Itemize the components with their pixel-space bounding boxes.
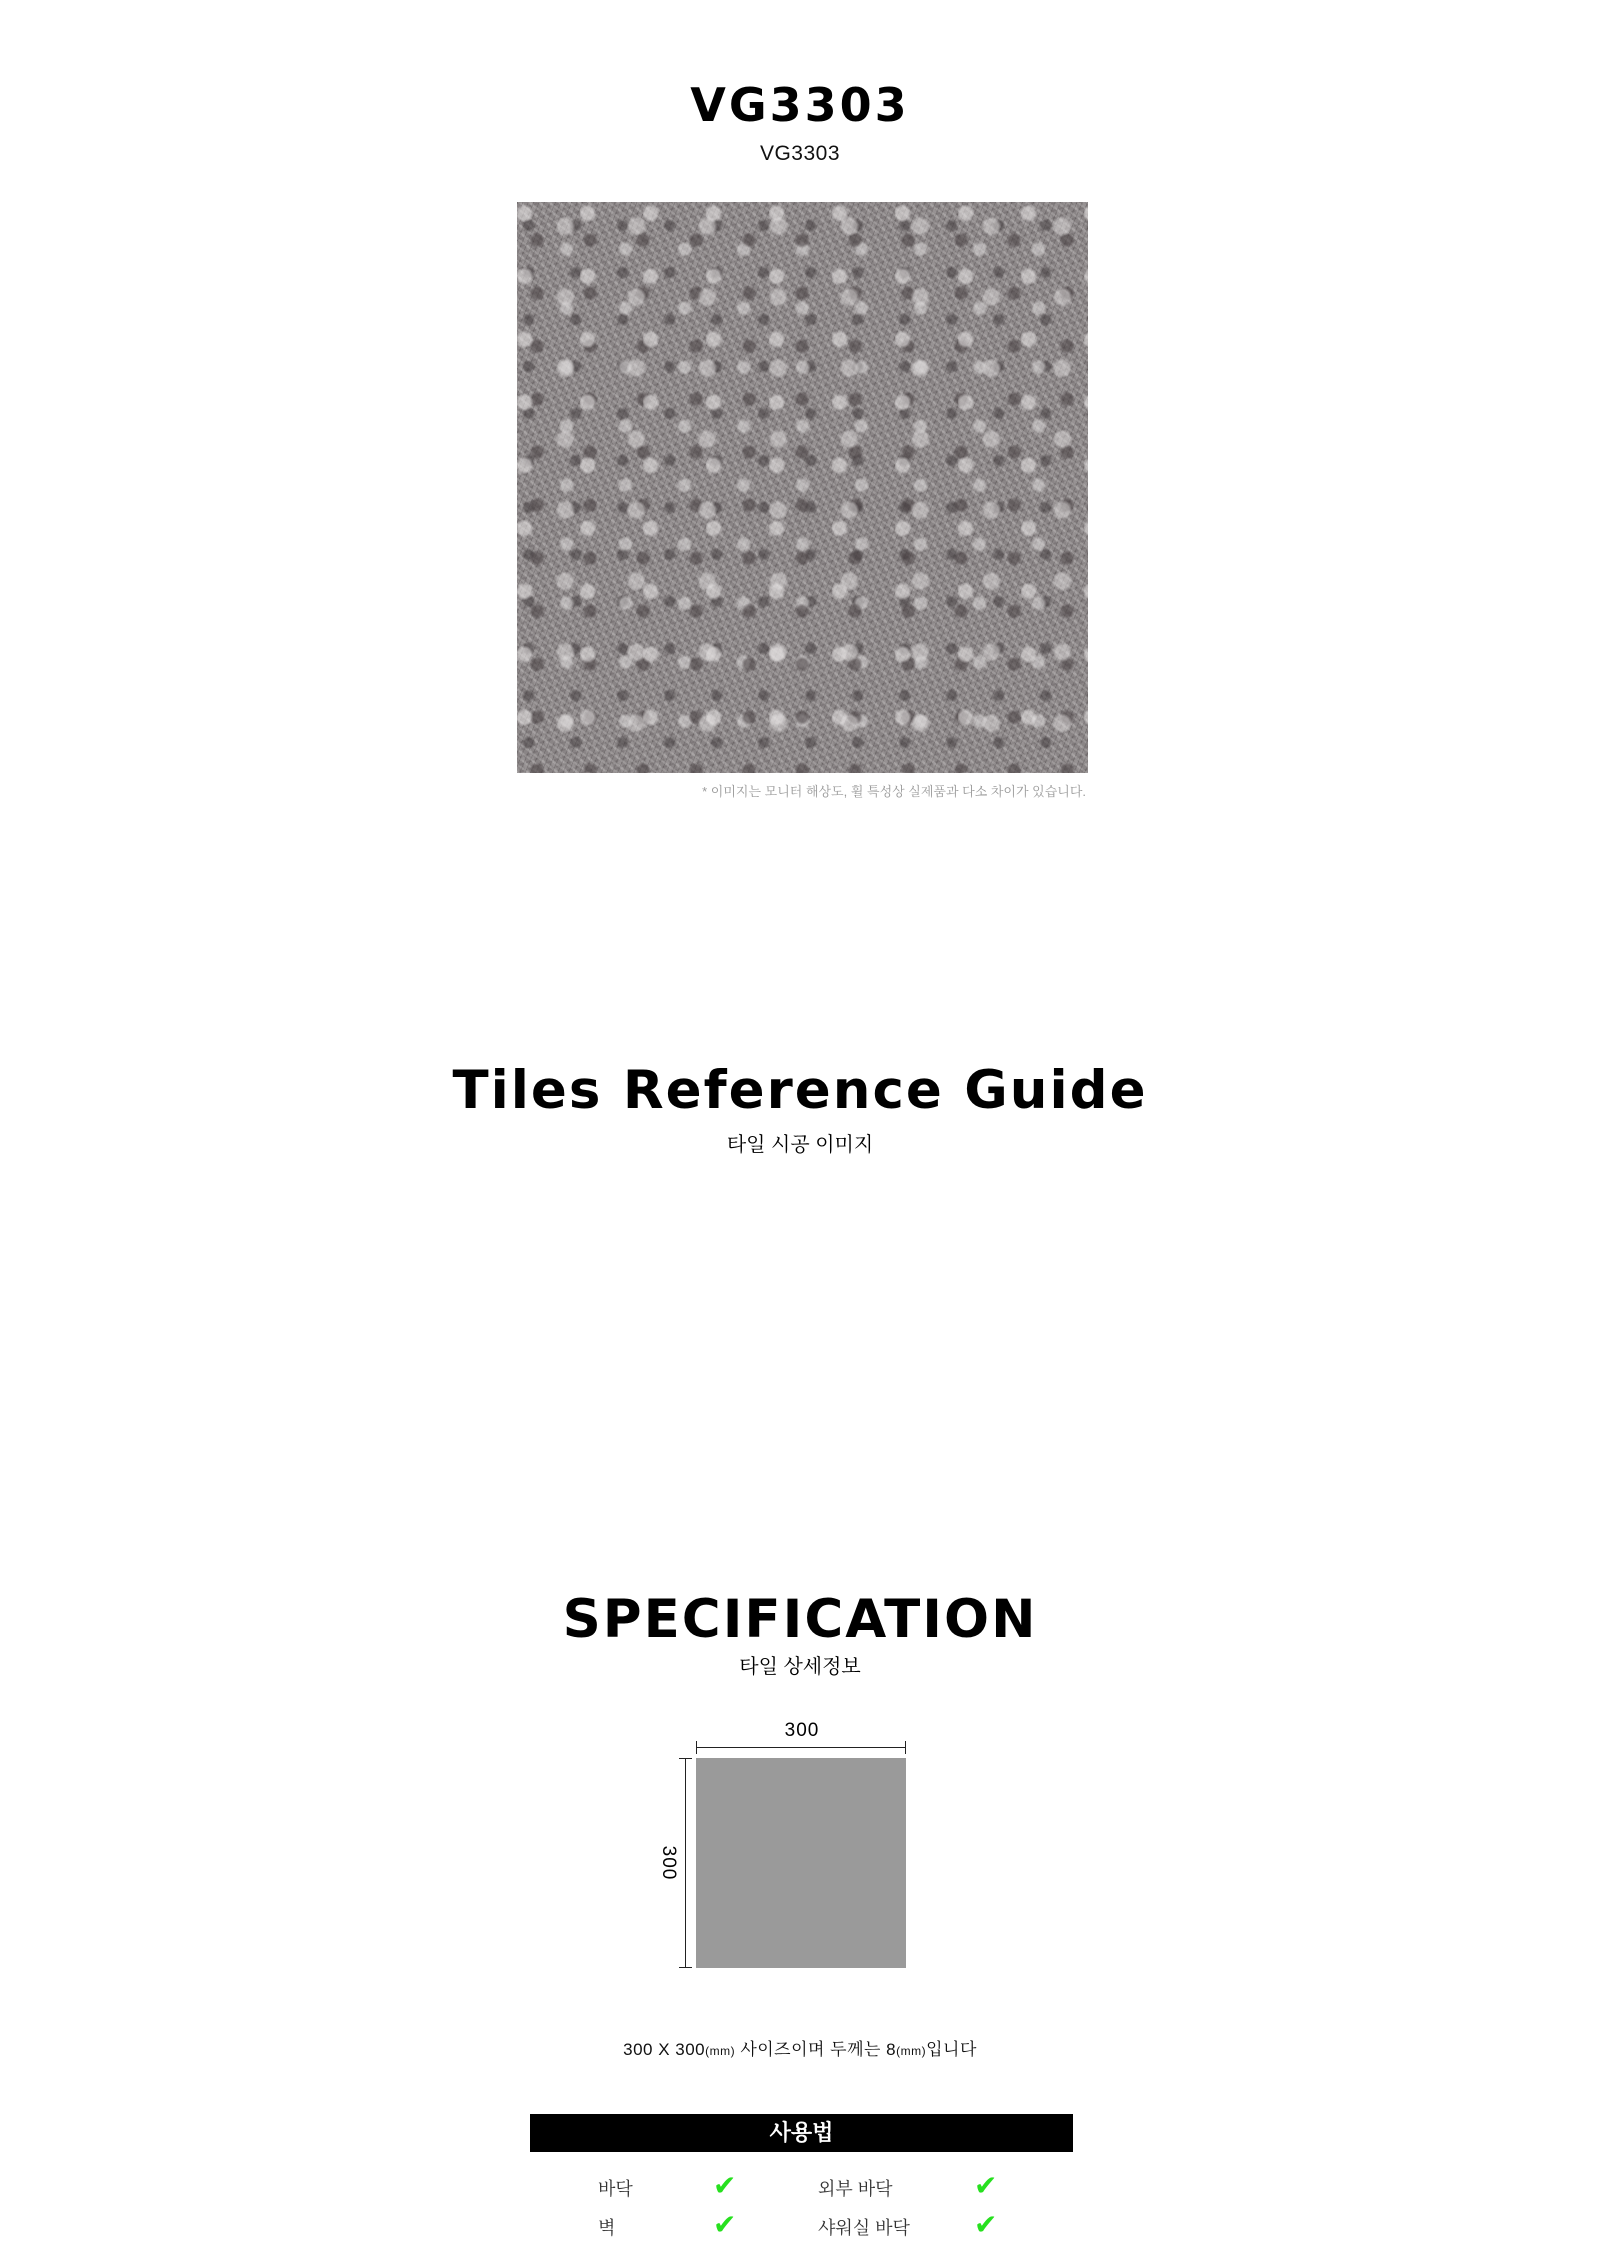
usage-label-wall: 벽 [598, 2218, 616, 2238]
usage-label-shower-floor: 샤워실 바닥 [818, 2218, 910, 2238]
size-note [0, 2035, 1600, 2060]
height-dimension-tick [679, 1758, 692, 1759]
checkmark-icon: ✔ [974, 2170, 998, 2201]
product-subtitle: VG3303 [759, 142, 841, 165]
tile-height-label: 300 [658, 1845, 679, 1881]
width-dimension-tick [905, 1741, 906, 1754]
height-dimension-line [685, 1758, 686, 1968]
product-title: VG3303 [690, 78, 910, 132]
image-disclaimer: * 이미지는 모니터 해상도, 휠 특성상 실제품과 다소 차이가 있습니다. [702, 784, 1086, 799]
usage-header: 사용법 [530, 2114, 1073, 2152]
tile-size-swatch [696, 1758, 906, 1968]
width-dimension-tick [696, 1741, 697, 1754]
spec-subtitle: 타일 상세정보 [739, 1656, 861, 1678]
tile-width-label: 300 [784, 1720, 820, 1741]
size-note-unit: (mm) [705, 2044, 736, 2058]
height-dimension-tick [679, 1967, 692, 1968]
size-note-end: 입니다 [926, 2040, 977, 2059]
size-note-unit: (mm) [896, 2044, 927, 2058]
checkmark-icon: ✔ [713, 2209, 737, 2240]
spec-title: SPECIFICATION [562, 1589, 1038, 1650]
checkmark-icon: ✔ [713, 2170, 737, 2201]
checkmark-icon: ✔ [974, 2209, 998, 2240]
usage-label-floor: 바닥 [598, 2179, 633, 2199]
guide-subtitle: 타일 시공 이미지 [726, 1134, 874, 1156]
usage-label-exterior-floor: 외부 바닥 [818, 2179, 893, 2199]
tile-texture-image [517, 202, 1088, 773]
size-note-dims: 300 X 300 [623, 2040, 706, 2059]
width-dimension-line [696, 1747, 906, 1748]
size-note-text: 사이즈이며 두께는 8 [735, 2040, 897, 2059]
guide-title: Tiles Reference Guide [452, 1060, 1148, 1121]
